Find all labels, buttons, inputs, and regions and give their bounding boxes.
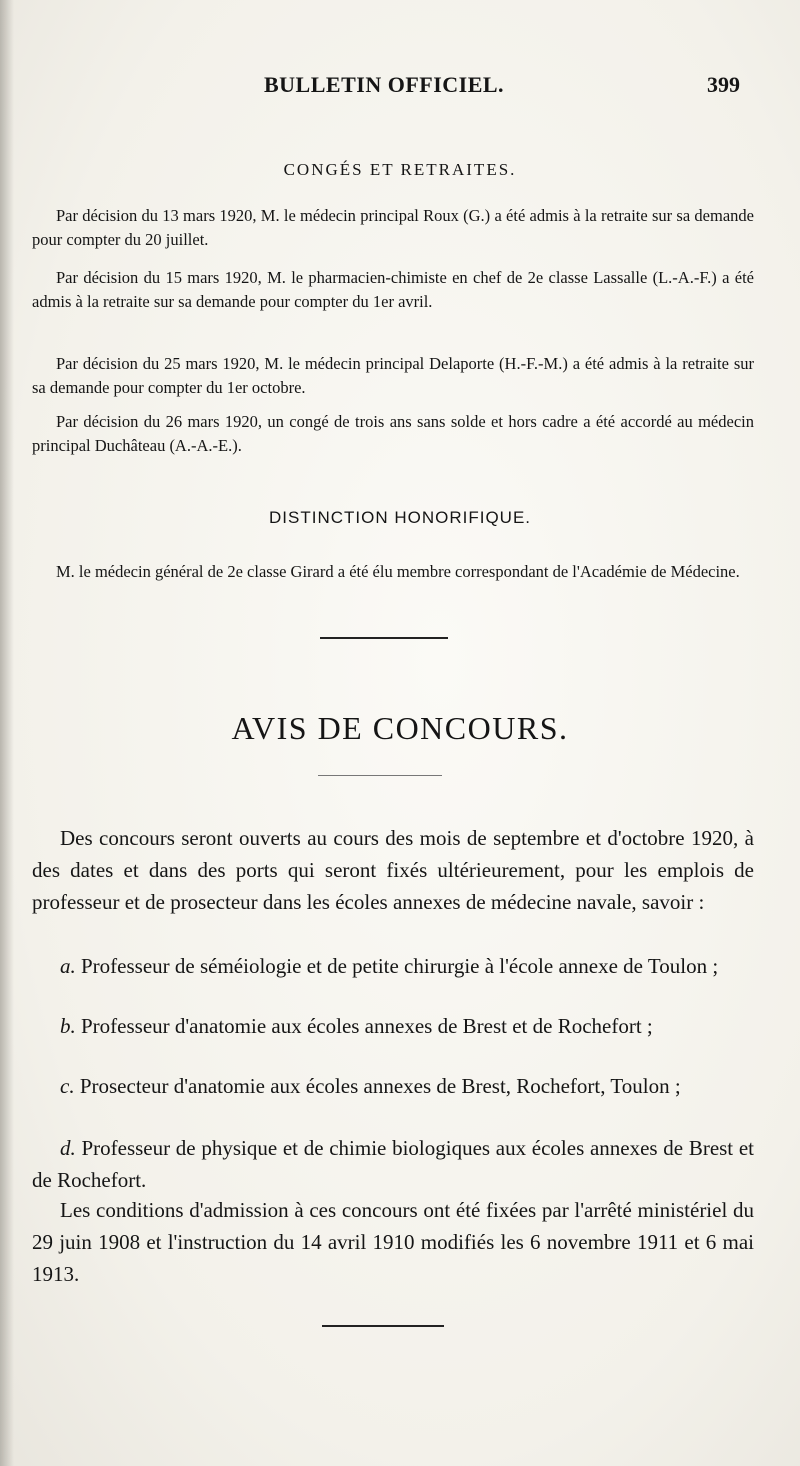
paragraph-girard: M. le médecin général de 2e classe Girard a été élu membre correspondant de l'Académie de Médecine.	[56, 562, 740, 581]
divider-rule-thin	[318, 775, 442, 776]
item-text: Professeur de séméiologie et de petite chirurgie à l'école annexe de Toulon ;	[81, 954, 719, 978]
list-item	[32, 1070, 754, 1102]
item-letter: a.	[60, 954, 76, 978]
section-title-conges: CONGÉS ET RETRAITES.	[283, 160, 517, 179]
item-letter: b.	[60, 1014, 76, 1038]
divider-rule-bottom	[322, 1325, 444, 1327]
item-text: Professeur de physique et de chimie biologiques aux écoles annexes de Brest et de Rochefort.	[32, 1136, 755, 1192]
item-letter: c.	[60, 1074, 75, 1098]
item-letter: d.	[60, 1136, 76, 1160]
paragraph-roux: Par décision du 13 mars 1920, M. le médecin principal Roux (G.) a été admis à la retraite sur sa demande pour compter du 20 juillet.	[32, 206, 754, 249]
paragraph-delaporte: Par décision du 25 mars 1920, M. le médecin principal Delaporte (H.-F.-M.) a été admis à la retraite sur sa demande pour compter du 1er octobre.	[32, 354, 754, 397]
page-number: 399	[707, 72, 740, 97]
running-title: BULLETIN OFFICIEL.	[264, 72, 505, 97]
paragraph-duchateau: Par décision du 26 mars 1920, un congé de trois ans sans solde et hors cadre a été accordé au médecin principal Duchâteau (A.-A.-E.).	[32, 412, 754, 455]
paragraph-concours-conditions: Les conditions d'admission à ces concours ont été fixées par l'arrêté ministériel du 29 juin 1908 et l'instruction du 14 avril 1910 modifiés les 6 novembre 1911 et 6 mai 1913.	[32, 1198, 754, 1286]
list-item	[32, 1132, 754, 1196]
list-item	[32, 1010, 754, 1042]
item-text: Professeur d'anatomie aux écoles annexes de Brest et de Rochefort ;	[81, 1014, 653, 1038]
section-title-distinction: DISTINCTION HONORIFIQUE.	[269, 508, 531, 527]
list-item	[32, 950, 754, 982]
section-title-concours: AVIS DE CONCOURS.	[231, 710, 569, 746]
divider-rule	[320, 637, 448, 639]
item-text: Prosecteur d'anatomie aux écoles annexes de Brest, Rochefort, Toulon ;	[79, 1074, 681, 1098]
paragraph-lassalle: Par décision du 15 mars 1920, M. le pharmacien-chimiste en chef de 2e classe Lassalle (L.-A.-F.) a été admis à la retraite sur sa demande pour compter du 1er avril.	[32, 268, 754, 311]
page-header	[40, 72, 740, 102]
paragraph-concours-intro: Des concours seront ouverts au cours des mois de septembre et d'octobre 1920, à des dates et dans des ports qui seront fixés ultérieurement, pour les emplois de professeur et de prosecteur dans les écoles annexes de médecine navale, savoir :	[32, 826, 754, 914]
